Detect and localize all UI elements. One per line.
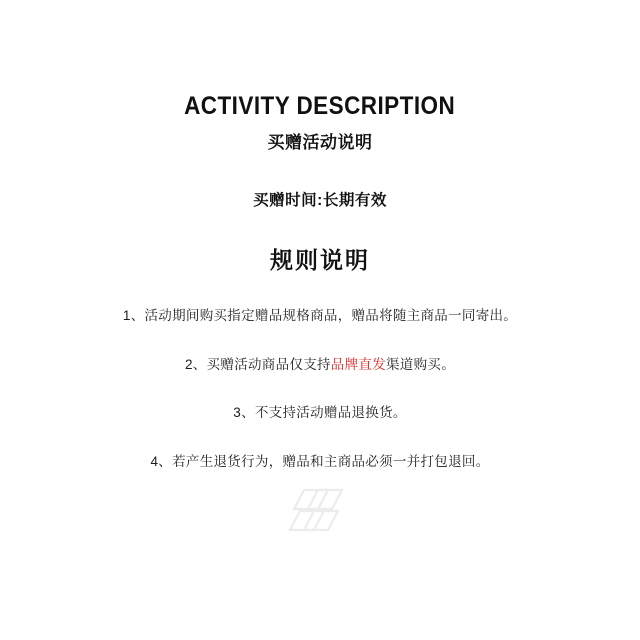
double-parallelogram-watermark-icon [288, 487, 352, 533]
rule-text: 3、不支持活动赠品退换货。 [233, 405, 407, 421]
rule-text-tail: 渠道购买。 [386, 356, 455, 372]
rules-list [0, 305, 640, 472]
rule-text: 2、买赠活动商品仅支持 [184, 356, 331, 372]
activity-period: 买赠时间:长期有效 [253, 192, 387, 209]
rule-highlight: 品牌直发 [330, 356, 386, 372]
page-title-chinese: 买赠活动说明 [267, 133, 373, 152]
rule-item [185, 354, 455, 376]
rules-section-heading: 规则说明 [270, 247, 370, 273]
rule-text: 1、活动期间购买指定赠品规格商品，赠品将随主商品一同寄出。 [122, 308, 518, 323]
rule-item [123, 305, 517, 327]
rule-text: 4、若产生退货行为，赠品和主商品必须一并打包退回。 [150, 453, 490, 469]
page-title-english: ACTIVITY DESCRIPTION [184, 92, 456, 120]
rule-item [233, 402, 406, 424]
rule-item [150, 451, 489, 473]
